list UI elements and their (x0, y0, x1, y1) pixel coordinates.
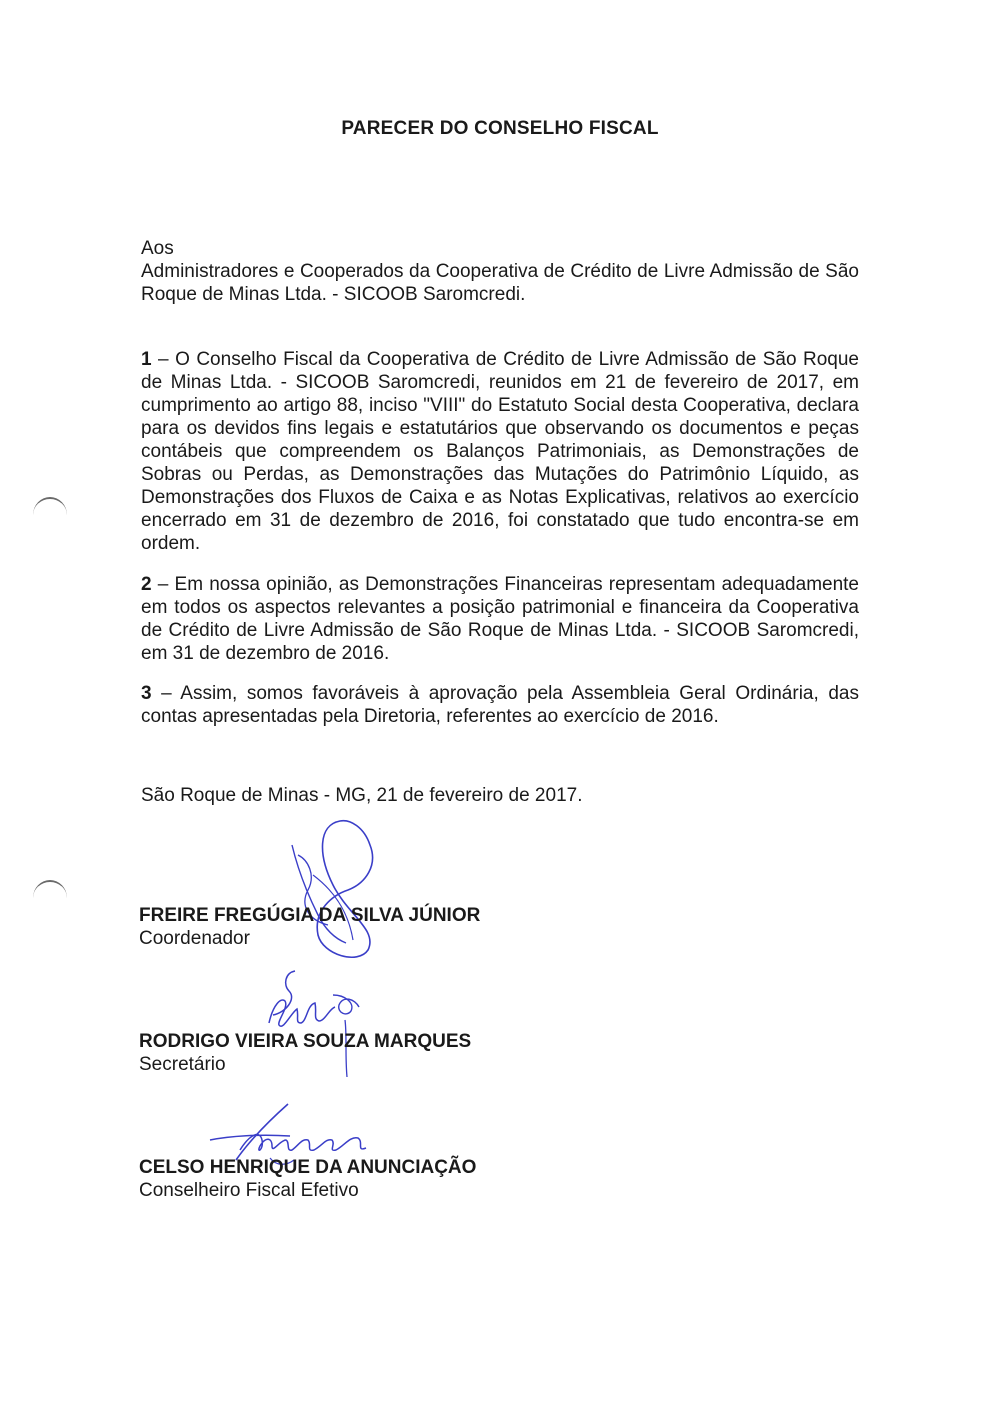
signatory-role: Coordenador (139, 928, 250, 949)
paragraph-text: – O Conselho Fiscal da Cooperativa de Crédito de Livre Admissão de São Roque de Minas Ltda. - SICOOB Saromcredi, reunidos em 21 de fevereiro de 2017, em cumprimento ao artigo 88, inciso "VIII" do Estatuto Social desta Cooperativa, declara para os devidos fins legais e estatutários que observando os documentos e peças contábeis que compreendem os Balanços Patrimoniais, as Demonstrações de Sobras ou Perdas, as Demonstrações das Mutações do Patrimônio Líquido, as Demonstrações dos Fluxos de Caixa e as Notas Explicativas, relativos ao exercício encerrado em 31 de dezembro de 2016, foi constatado que tudo encontra-se em ordem. (141, 349, 859, 554)
signatory-name: RODRIGO VIEIRA SOUZA MARQUES (139, 1031, 472, 1052)
paragraph-3 (141, 682, 859, 728)
signatory-name: CELSO HENRIQUE DA ANUNCIAÇÃO (139, 1157, 477, 1178)
salutation-addressee: Administradores e Cooperados da Cooperativa de Crédito de Livre Admissão de São Roque de Minas Ltda. - SICOOB Saromcredi. (141, 261, 859, 305)
signatory-role: Secretário (139, 1054, 226, 1075)
document-title: PARECER DO CONSELHO FISCAL (341, 118, 659, 139)
paragraph-1 (141, 348, 859, 555)
paragraph-number: 2 (141, 574, 152, 595)
paragraph-text: – Em nossa opinião, as Demonstrações Financeiras representam adequadamente em todos os aspectos relevantes a posição patrimonial e financeira da Cooperativa de Crédito de Livre Admissão de São Roque de Minas Ltda. - SICOOB Saromcredi, em 31 de dezembro de 2016. (141, 574, 859, 664)
signature-2 (255, 965, 375, 1085)
signature-1 (278, 815, 388, 965)
paragraph-text: – Assim, somos favoráveis à aprovação pela Assembleia Geral Ordinária, das contas apresentadas pela Diretoria, referentes ao exercício de 2016. (141, 683, 859, 727)
punch-hole-mark (33, 497, 67, 533)
place-date: São Roque de Minas - MG, 21 de fevereiro de 2017. (141, 785, 583, 806)
signatory-name: FREIRE FREGÚGIA DA SILVA JÚNIOR (139, 905, 481, 926)
paragraph-number: 1 (141, 349, 152, 370)
salutation (141, 237, 859, 306)
paragraph-number: 3 (141, 683, 152, 704)
paragraph-2 (141, 573, 859, 665)
signatory-role: Conselheiro Fiscal Efetivo (139, 1180, 359, 1201)
salutation-line: Aos (141, 238, 174, 259)
punch-hole-mark (33, 880, 67, 916)
